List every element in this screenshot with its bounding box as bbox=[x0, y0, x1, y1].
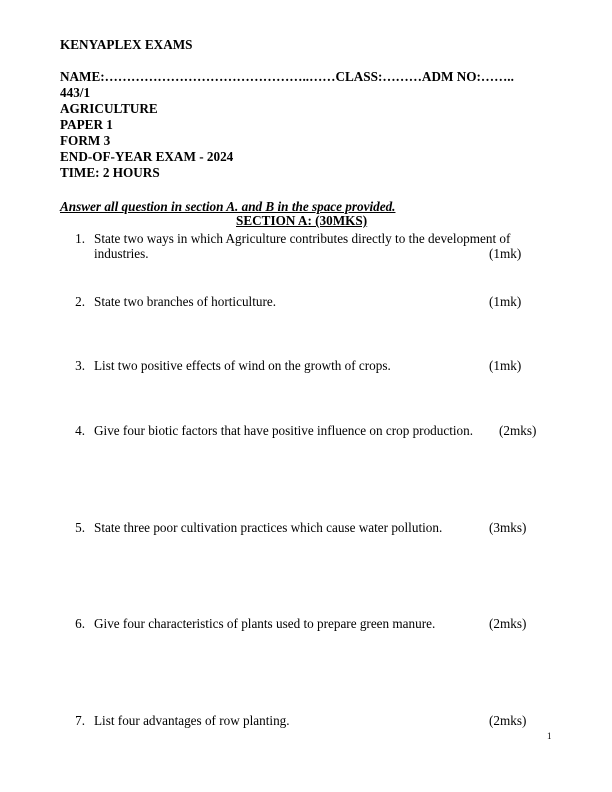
question-number: 7. bbox=[75, 713, 85, 728]
question-text: Give four characteristics of plants used to prepare green manure. bbox=[94, 616, 436, 631]
question-marks: (2mks) bbox=[489, 616, 527, 631]
question-marks: (1mk) bbox=[489, 246, 522, 261]
question-text: State two ways in which Agriculture contributes directly to the development of bbox=[94, 231, 511, 246]
question-text: State three poor cultivation practices which cause water pollution. bbox=[94, 520, 443, 535]
paper-code: 443/1 bbox=[60, 85, 91, 100]
question-marks: (1mk) bbox=[489, 294, 522, 309]
exam-time: TIME: 2 HOURS bbox=[60, 165, 160, 180]
question-number: 3. bbox=[75, 358, 85, 373]
page-number: 1 bbox=[547, 731, 552, 741]
question-number: 4. bbox=[75, 423, 85, 438]
question-marks: (2mks) bbox=[489, 713, 527, 728]
paper-number: PAPER 1 bbox=[60, 117, 113, 132]
section-a-title: SECTION A: (30MKS) bbox=[236, 213, 368, 228]
question-number: 1. bbox=[75, 231, 85, 246]
exam-title: END-OF-YEAR EXAM - 2024 bbox=[60, 149, 234, 164]
question-number: 6. bbox=[75, 616, 85, 631]
instruction-text: Answer all question in section A. and B in the space provided. bbox=[60, 199, 396, 214]
question-marks: (1mk) bbox=[489, 358, 522, 373]
question-text: Give four biotic factors that have positive influence on crop production. bbox=[94, 423, 474, 438]
question-text: List four advantages of row planting. bbox=[94, 713, 290, 728]
school-name: KENYAPLEX EXAMS bbox=[60, 37, 193, 52]
question-number: 5. bbox=[75, 520, 85, 535]
student-details-line: NAME:………………………………………..……CLASS:………ADM NO:…….. bbox=[60, 69, 514, 84]
subject-title: AGRICULTURE bbox=[60, 101, 158, 116]
form-level: FORM 3 bbox=[60, 133, 111, 148]
question-number: 2. bbox=[75, 294, 85, 309]
question-text-continued: industries. bbox=[94, 246, 149, 261]
question-marks: (3mks) bbox=[489, 520, 527, 535]
question-marks: (2mks) bbox=[499, 423, 537, 438]
question-text: State two branches of horticulture. bbox=[94, 294, 277, 309]
question-text: List two positive effects of wind on the growth of crops. bbox=[94, 358, 391, 373]
